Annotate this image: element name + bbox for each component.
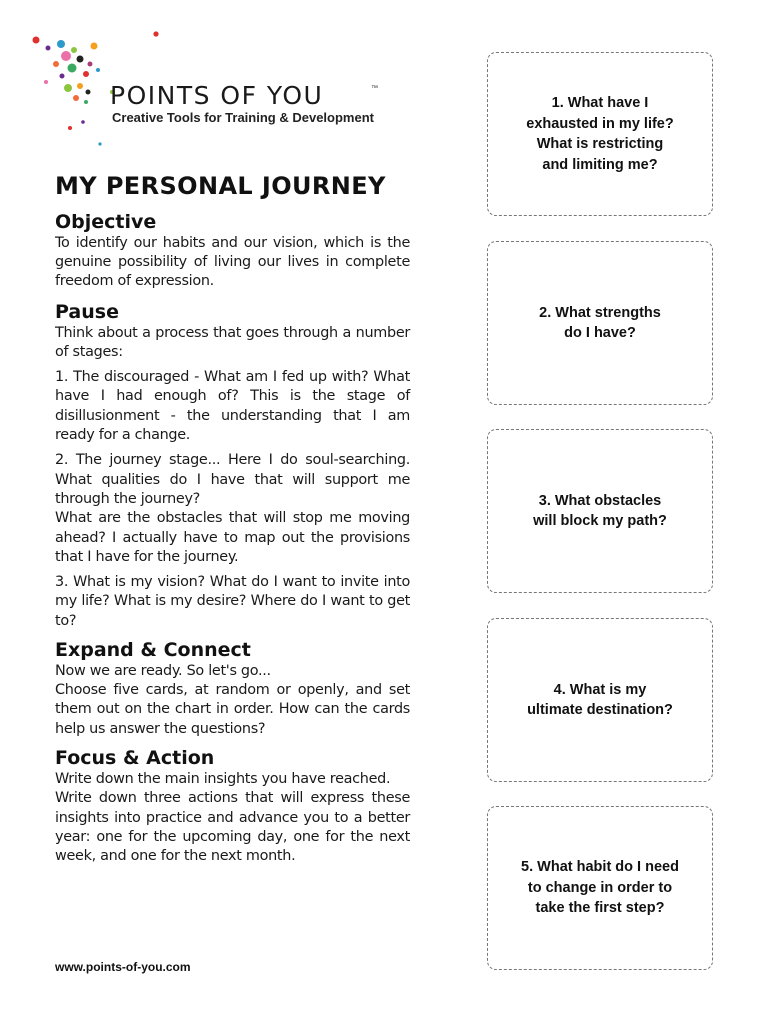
question-card-4-text: 4. What is my ultimate destination? [527, 681, 673, 718]
question-card-1 [487, 52, 713, 216]
question-card-5-text: 5. What habit do I need to change in order to take the first step? [521, 859, 679, 917]
question-card-5 [487, 806, 713, 970]
focus-line-2: Write down three actions that will express these insights into practice and advance you to a better year: one for the upcoming day, one for the next week, and one for the next month. [55, 790, 410, 865]
question-card-3 [487, 429, 713, 593]
focus-line-1: Write down the main insights you have reached. [55, 770, 391, 787]
question-card-2-text: 2. What strengths do I have? [539, 304, 661, 341]
brand-name: POINTS OF YOU [110, 81, 324, 110]
pause-heading: Pause [55, 300, 119, 323]
logo-dot-accent [150, 28, 162, 40]
pause-stage-2: 2. The journey stage... Here I do soul-searching. What qualities do I have that will support me through the journey? [55, 452, 410, 507]
expand-line-1: Now we are ready. So let's go... [55, 662, 271, 679]
question-card-4 [487, 618, 713, 782]
objective-heading: Objective [55, 211, 157, 233]
pause-stage-2-continued: What are the obstacles that will stop me moving ahead? I actually have to map out the provisions that I have for the journey. [55, 510, 410, 565]
pause-stage-3: 3. What is my vision? What do I want to invite into my life? What is my desire? Where do I want to get to? [55, 574, 410, 629]
trademark: ™ [371, 85, 378, 92]
pause-intro: Think about a process that goes through a number of stages: [55, 324, 410, 360]
brand-tagline: Creative Tools for Training & Development [112, 110, 374, 125]
content-column [55, 172, 410, 866]
question-card-3-text: 3. What obstacles will block my path? [533, 492, 667, 529]
question-card-1-text: 1. What have I exhausted in my life? What is restricting and limiting me? [526, 95, 674, 173]
objective-text: To identify our habits and our vision, which is the genuine possibility of living our lives in complete freedom of expression. [55, 234, 410, 290]
expand-line-2: Choose five cards, at random or openly, and set them out on the chart in order. How can the cards help us answer the questions? [55, 682, 410, 737]
page-title: MY PERSONAL JOURNEY [55, 172, 386, 200]
focus-heading: Focus & Action [55, 747, 215, 770]
question-card-2 [487, 241, 713, 405]
pause-stage-1: 1. The discouraged - What am I fed up with? What have I had enough of? This is the stage of disillusionment - the understanding that I am ready for a change. [55, 369, 410, 444]
website-url: www.points-of-you.com [55, 960, 191, 974]
expand-heading: Expand & Connect [55, 639, 251, 662]
